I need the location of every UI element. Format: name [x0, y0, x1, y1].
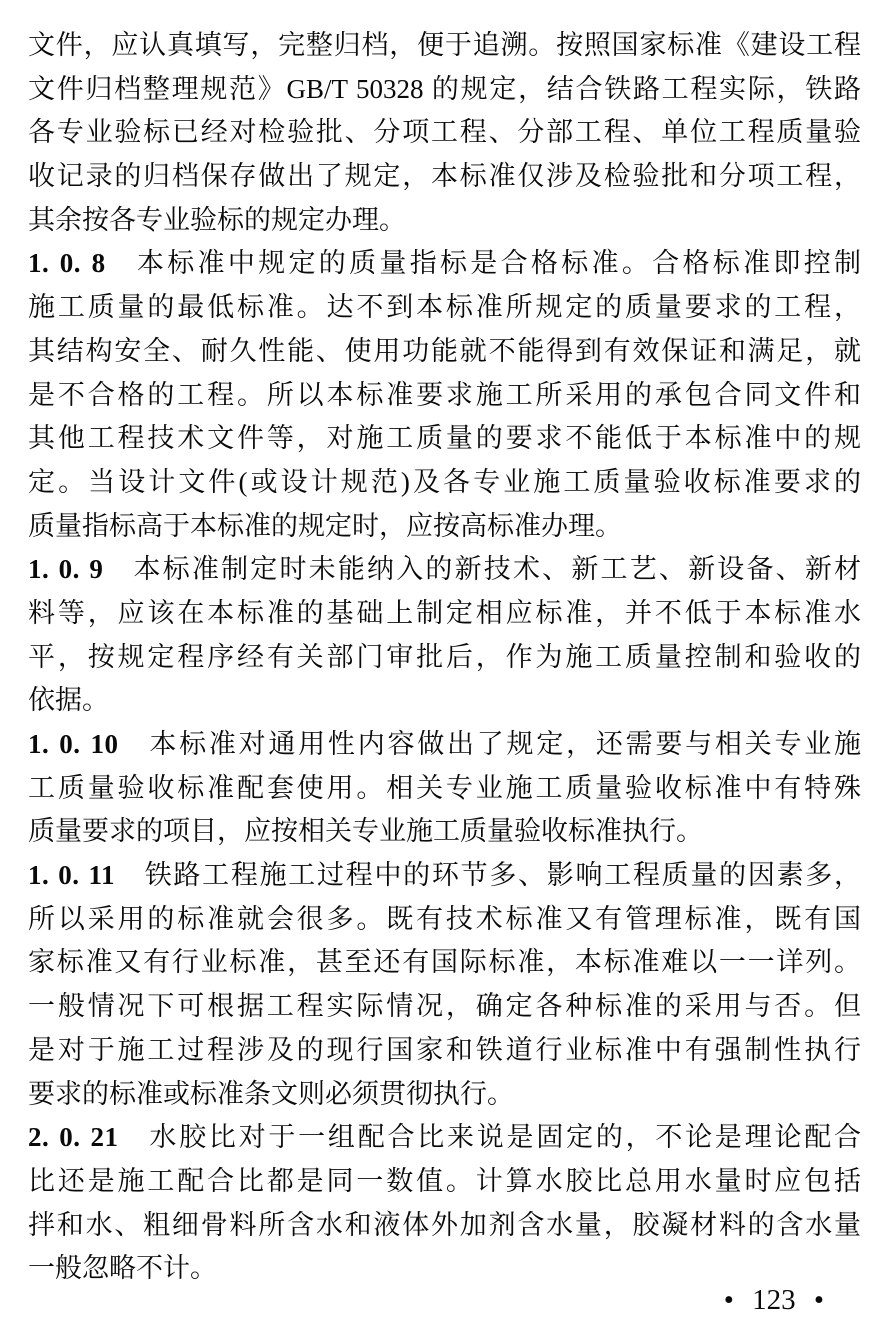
- section-number: 1. 0. 8: [28, 248, 106, 279]
- text-line: 工质量验收标准配套使用。相关专业施工质量验收标准中有特殊: [28, 772, 861, 803]
- text-line: 文件归档整理规范》GB/T 50328 的规定，结合铁路工程实际，铁路: [28, 73, 861, 104]
- text-line: 一般忽略不计。: [28, 1253, 217, 1284]
- paragraph-intro: [28, 24, 861, 242]
- text-line: 2. 0. 21 水胶比对于一组配合比来说是固定的，不论是理论配合: [28, 1122, 861, 1153]
- text-line: 比还是施工配合比都是同一数值。计算水胶比总用水量时应包括: [28, 1165, 861, 1196]
- text-line: 收记录的归档保存做出了规定，本标准仅涉及检验批和分项工程，: [28, 161, 861, 192]
- text-line: 其他工程技术文件等，对施工质量的要求不能低于本标准中的规: [28, 423, 861, 454]
- text-line: 其结构安全、耐久性能、使用功能就不能得到有效保证和满足，就: [28, 335, 861, 366]
- text-line: 拌和水、粗细骨料所含水和液体外加剂含水量，胶凝材料的含水量: [28, 1209, 861, 1240]
- text-line: 质量要求的项目，应按相关专业施工质量验收标准执行。: [28, 816, 703, 847]
- text-line: 要求的标准或标准条文则必须贯彻执行。: [28, 1078, 514, 1109]
- paragraph-2-0-21: [28, 1116, 861, 1291]
- section-number: 1. 0. 10: [28, 729, 119, 759]
- text-line: 是对于施工过程涉及的现行国家和铁道行业标准中有强制性执行: [28, 1034, 861, 1065]
- text-line: 施工质量的最低标准。达不到本标准所规定的质量要求的工程，: [28, 292, 861, 323]
- text-line: 质量指标高于本标准的规定时，应按高标准办理。: [28, 510, 622, 541]
- text-line: 一般情况下可根据工程实际情况，确定各种标准的采用与否。但: [28, 991, 861, 1022]
- text-line: 依据。: [28, 685, 109, 716]
- text-line: 是不合格的工程。所以本标准要求施工所采用的承包合同文件和: [28, 379, 861, 410]
- page-number-footer: • 123 •: [723, 1284, 824, 1316]
- text-line: 1. 0. 10 本标准对通用性内容做出了规定，还需要与相关专业施: [28, 729, 861, 759]
- document-body: [28, 24, 861, 1291]
- section-number: 2. 0. 21: [28, 1122, 119, 1153]
- text-line: 定。当设计文件(或设计规范)及各专业施工质量验收标准要求的: [28, 466, 861, 497]
- text-line: 1. 0. 8 本标准中规定的质量指标是合格标准。合格标准即控制: [28, 248, 861, 279]
- text-line: 各专业验标已经对检验批、分项工程、分部工程、单位工程质量验: [28, 117, 861, 148]
- text-line: 家标准又有行业标准，甚至还有国际标准，本标准难以一一详列。: [28, 947, 861, 978]
- text-line: 料等，应该在本标准的基础上制定相应标准，并不低于本标准水: [28, 597, 861, 628]
- section-number: 1. 0. 11: [28, 860, 115, 891]
- text-line: 1. 0. 11 铁路工程施工过程中的环节多、影响工程质量的因素多，: [28, 860, 861, 891]
- text-line: 平，按规定程序经有关部门审批后，作为施工质量控制和验收的: [28, 641, 861, 672]
- paragraph-1-0-9: [28, 548, 861, 723]
- text-line: 1. 0. 9 本标准制定时未能纳入的新技术、新工艺、新设备、新材: [28, 554, 861, 585]
- section-number: 1. 0. 9: [28, 554, 104, 585]
- text-line: 所以采用的标准就会很多。既有技术标准又有管理标准，既有国: [28, 903, 861, 934]
- text-line: 文件，应认真填写，完整归档，便于追溯。按照国家标准《建设工程: [28, 30, 861, 60]
- text-line: 其余按各专业验标的规定办理。: [28, 204, 406, 235]
- paragraph-1-0-8: [28, 242, 861, 548]
- paragraph-1-0-11: [28, 854, 861, 1116]
- paragraph-1-0-10: [28, 723, 861, 854]
